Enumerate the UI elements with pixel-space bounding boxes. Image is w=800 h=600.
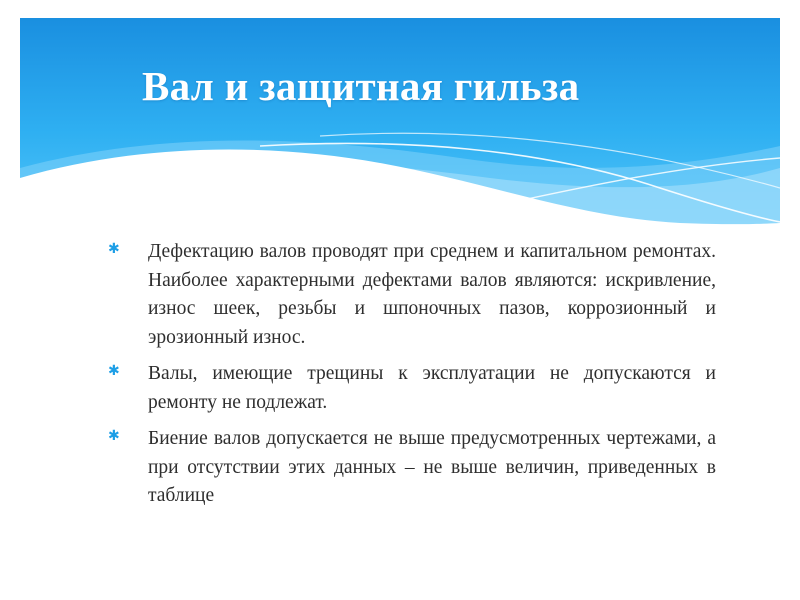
bullet-text: Биение валов допускается не выше предусмотренных чертежами, а при отсутствии этих данных – не выше величин, приведенных в таблице — [148, 428, 716, 506]
list-item — [108, 238, 716, 352]
bullet-text: Валы, имеющие трещины к эксплуатации не допускаются и ремонту не подлежат. — [148, 363, 716, 413]
header-banner — [20, 18, 780, 228]
list-item — [108, 360, 716, 417]
list-item — [108, 425, 716, 511]
bullet-list — [108, 238, 716, 519]
asterisk-icon: ✱ — [108, 241, 120, 257]
asterisk-icon: ✱ — [108, 428, 120, 444]
asterisk-icon: ✱ — [108, 363, 120, 379]
wave-background — [20, 18, 780, 228]
slide-title: Вал и защитная гильза — [142, 63, 580, 109]
bullet-text: Дефектацию валов проводят при среднем и капитальном ремонтах. Наиболее характерными дефектами валов являются: искривление, износ шеек, резьбы и шпоночных пазов, коррозионный и эрозионный износ. — [148, 241, 716, 348]
